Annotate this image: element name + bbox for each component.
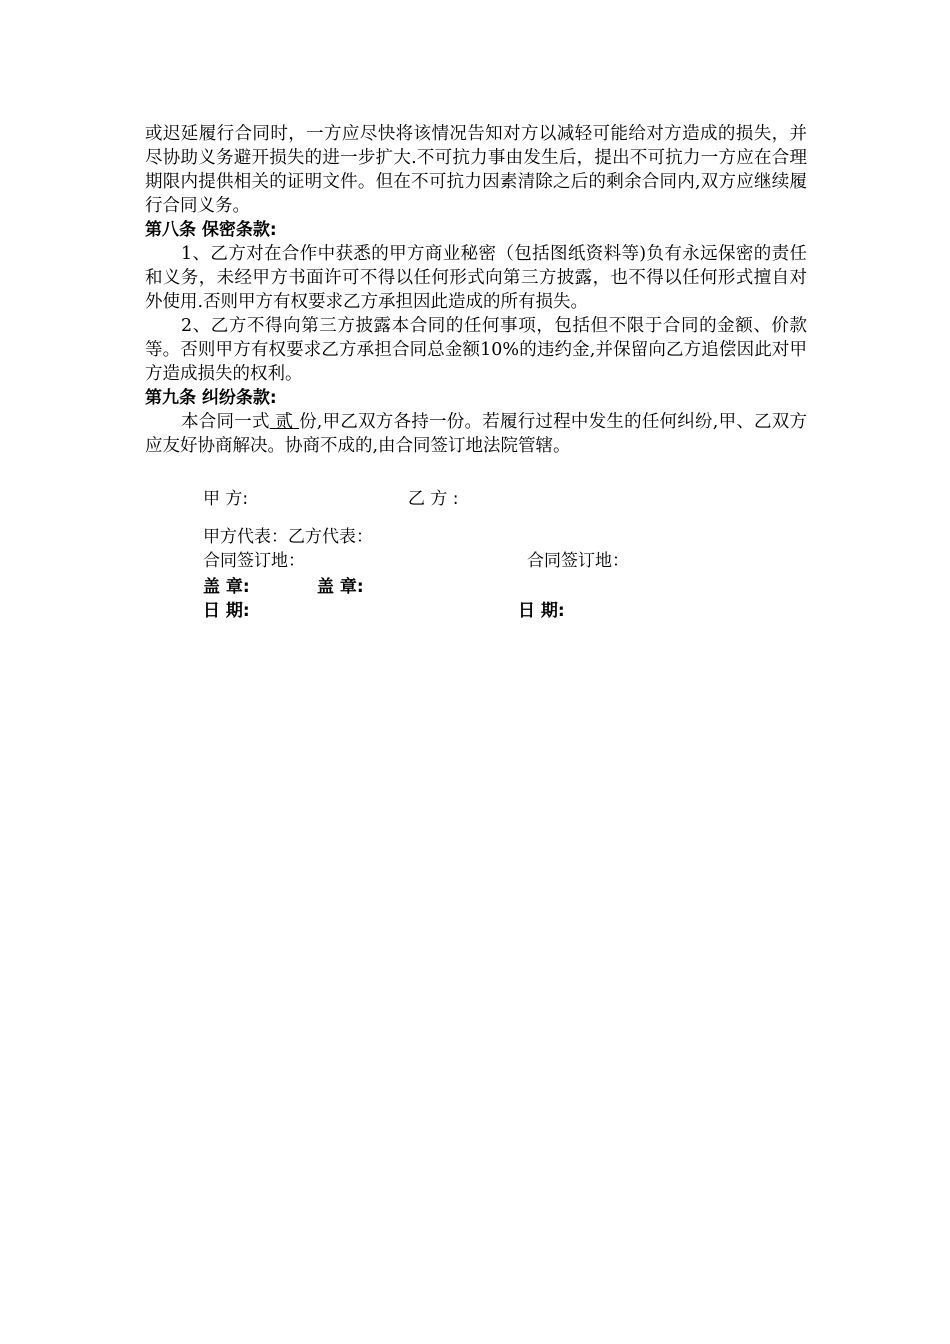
signing-place-b-label: 合同签订地： [527, 551, 629, 571]
party-b-label: 乙 方 : [408, 489, 459, 509]
seal-b-label: 盖 章: [317, 577, 364, 597]
signing-place-a-label: 合同签订地： [203, 551, 305, 571]
party-a-label: 甲 方: [203, 489, 249, 509]
contract-body [145, 122, 807, 458]
seal-a-label: 盖 章: [203, 577, 250, 597]
article-8-heading: 第八条 保密条款: [145, 220, 277, 240]
article-9-heading: 第九条 纠纷条款: [145, 388, 277, 408]
article-8-clause-1: 1、乙方对在合作中获悉的甲方商业秘密（包括图纸资料等)负有永远保密的责任和义务，未经甲方书面许可不得以任何形式向第三方披露，也不得以任何形式擅自对外使用.否则甲方有权要求乙方承担因此造成的所有损失。 [145, 244, 807, 312]
force-majeure-paragraph: 或迟延履行合同时，一方应尽快将该情况告知对方以减轻可能给对方造成的损失，并尽协助义务避开损失的进一步扩大.不可抗力事由发生后，提出不可抗力一方应在合理期限内提供相关的证明文件。但在不可抗力因素清除之后的剩余合同内,双方应继续履行合同义务。 [145, 124, 807, 216]
representatives-label: 甲方代表：乙方代表： [203, 527, 373, 547]
copies-count: 贰 [275, 412, 294, 432]
article-8-clause-2: 2、乙方不得向第三方披露本合同的任何事项，包括但不限于合同的金额、价款等。否则甲方有权要求乙方承担合同总金额10%的违约金,并保留向乙方追偿因此对甲方造成损失的权利。 [145, 316, 807, 384]
article-9-clause [145, 410, 807, 458]
date-b-label: 日 期: [518, 601, 565, 621]
article-9-text-end: 份,甲乙双方各持一份。若履行过程中发生的任何纠纷,甲、乙双方应友好协商解决。协商不成的,由合同签订地法院管辖。 [145, 412, 808, 456]
article-9-text-start: 本合同一式 [181, 412, 270, 432]
date-a-label: 日 期: [203, 601, 250, 621]
